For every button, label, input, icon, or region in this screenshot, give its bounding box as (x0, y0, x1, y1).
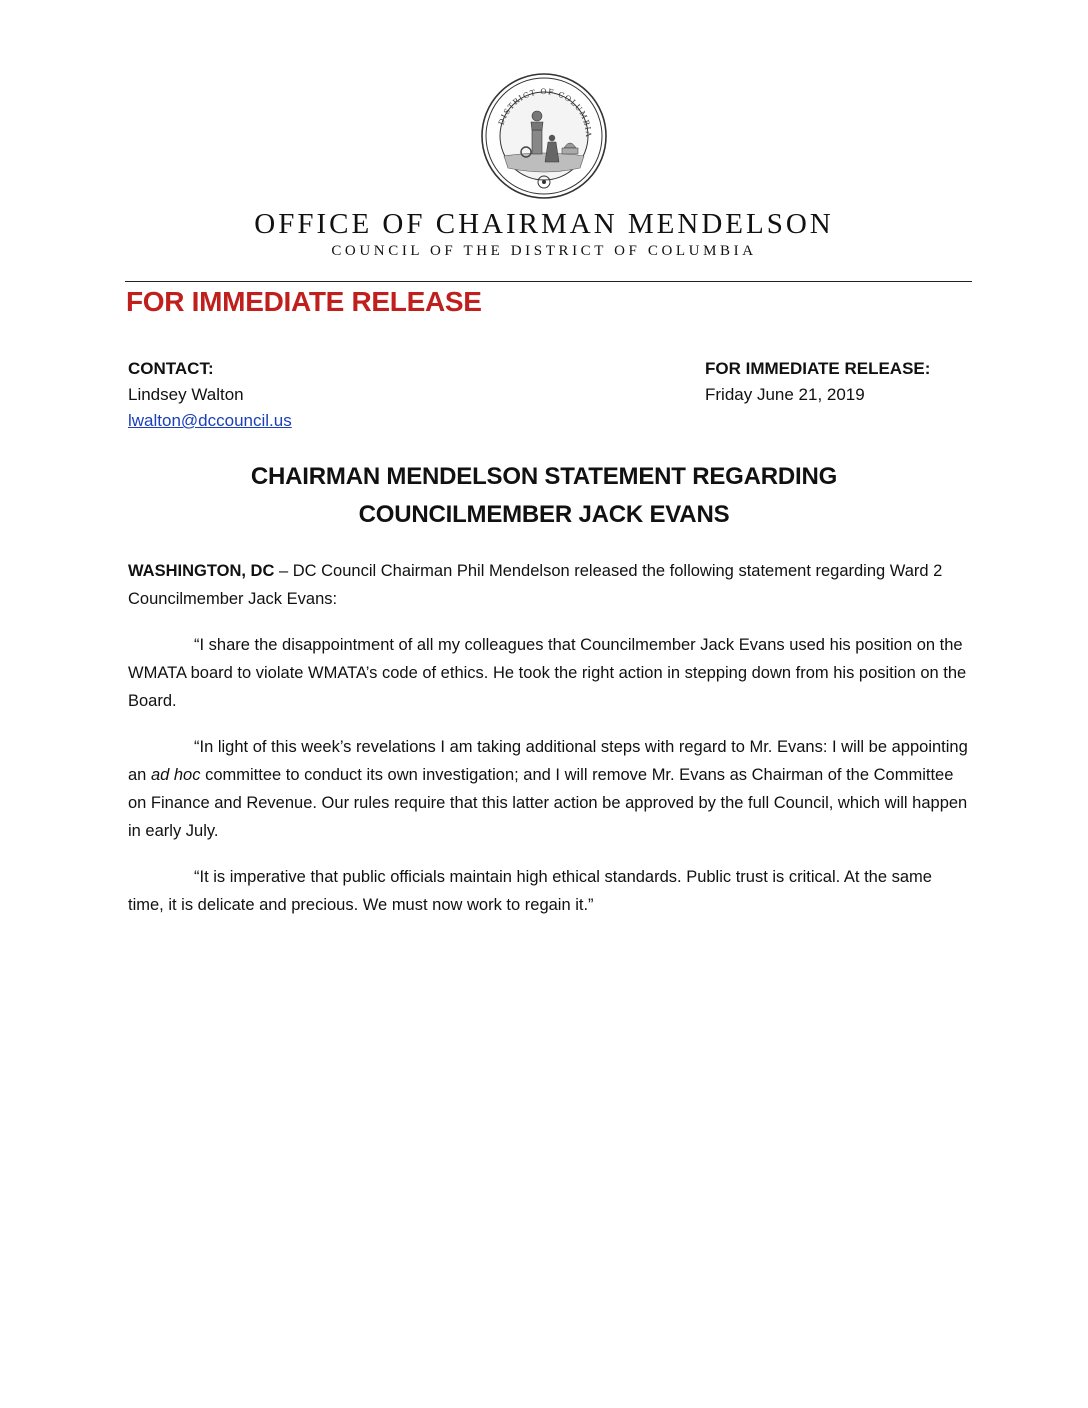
paragraph-2-text-b: committee to conduct its own investigation; and I will remove Mr. Evans as Chairman of the Committee on Finance and Revenue. Our rules require that this latter action be approved by the full Council, which will happen in early July. (128, 766, 968, 840)
headline-line-2: COUNCILMEMBER JACK EVANS (358, 501, 730, 528)
dateline: WASHINGTON, DC (128, 562, 275, 580)
office-title: OFFICE OF CHAIRMAN MENDELSON (254, 208, 834, 240)
svg-text:DISTRICT OF COLUMBIA: DISTRICT OF COLUMBIA (496, 86, 594, 139)
header-divider (125, 281, 972, 282)
headline (0, 458, 1088, 534)
paragraph-2-text-a: “In light of this week’s revelations I am taking additional steps with regard to Mr. Evans: I will be appointing an (128, 738, 968, 784)
release-banner: FOR IMMEDIATE RELEASE (126, 286, 482, 317)
district-of-columbia-seal-icon (480, 72, 608, 200)
paragraph-1: “I share the disappointment of all my colleagues that Councilmember Jack Evans used his position on the WMATA board to violate WMATA’s code of ethics. He took the right action in stepping down from his position on the Board. (128, 636, 967, 710)
paragraph-2-italic: ad hoc (150, 766, 201, 784)
release-date: Friday June 21, 2019 (705, 385, 865, 404)
office-subtitle: COUNCIL OF THE DISTRICT OF COLUMBIA (331, 243, 757, 259)
statement-body (128, 557, 968, 937)
paragraph-3: “It is imperative that public officials maintain high ethical standards. Public trust is critical. At the same time, it is delicate and precious. We must now work to regain it.” (128, 868, 932, 914)
contact-label: CONTACT: (128, 359, 214, 378)
headline-line-1: CHAIRMAN MENDELSON STATEMENT REGARDING (250, 463, 838, 490)
intro-paragraph (128, 557, 968, 613)
paragraph-2 (128, 733, 968, 845)
contact-name: Lindsey Walton (128, 385, 244, 404)
contact-block (128, 356, 292, 434)
release-label: FOR IMMEDIATE RELEASE: (705, 359, 931, 378)
dc-seal (480, 72, 608, 200)
contact-email-link[interactable]: lwalton@dccouncil.us (128, 411, 292, 430)
release-date-block (705, 356, 930, 408)
intro-text: – DC Council Chairman Phil Mendelson released the following statement regarding Ward 2 Councilmember Jack Evans: (128, 562, 943, 608)
